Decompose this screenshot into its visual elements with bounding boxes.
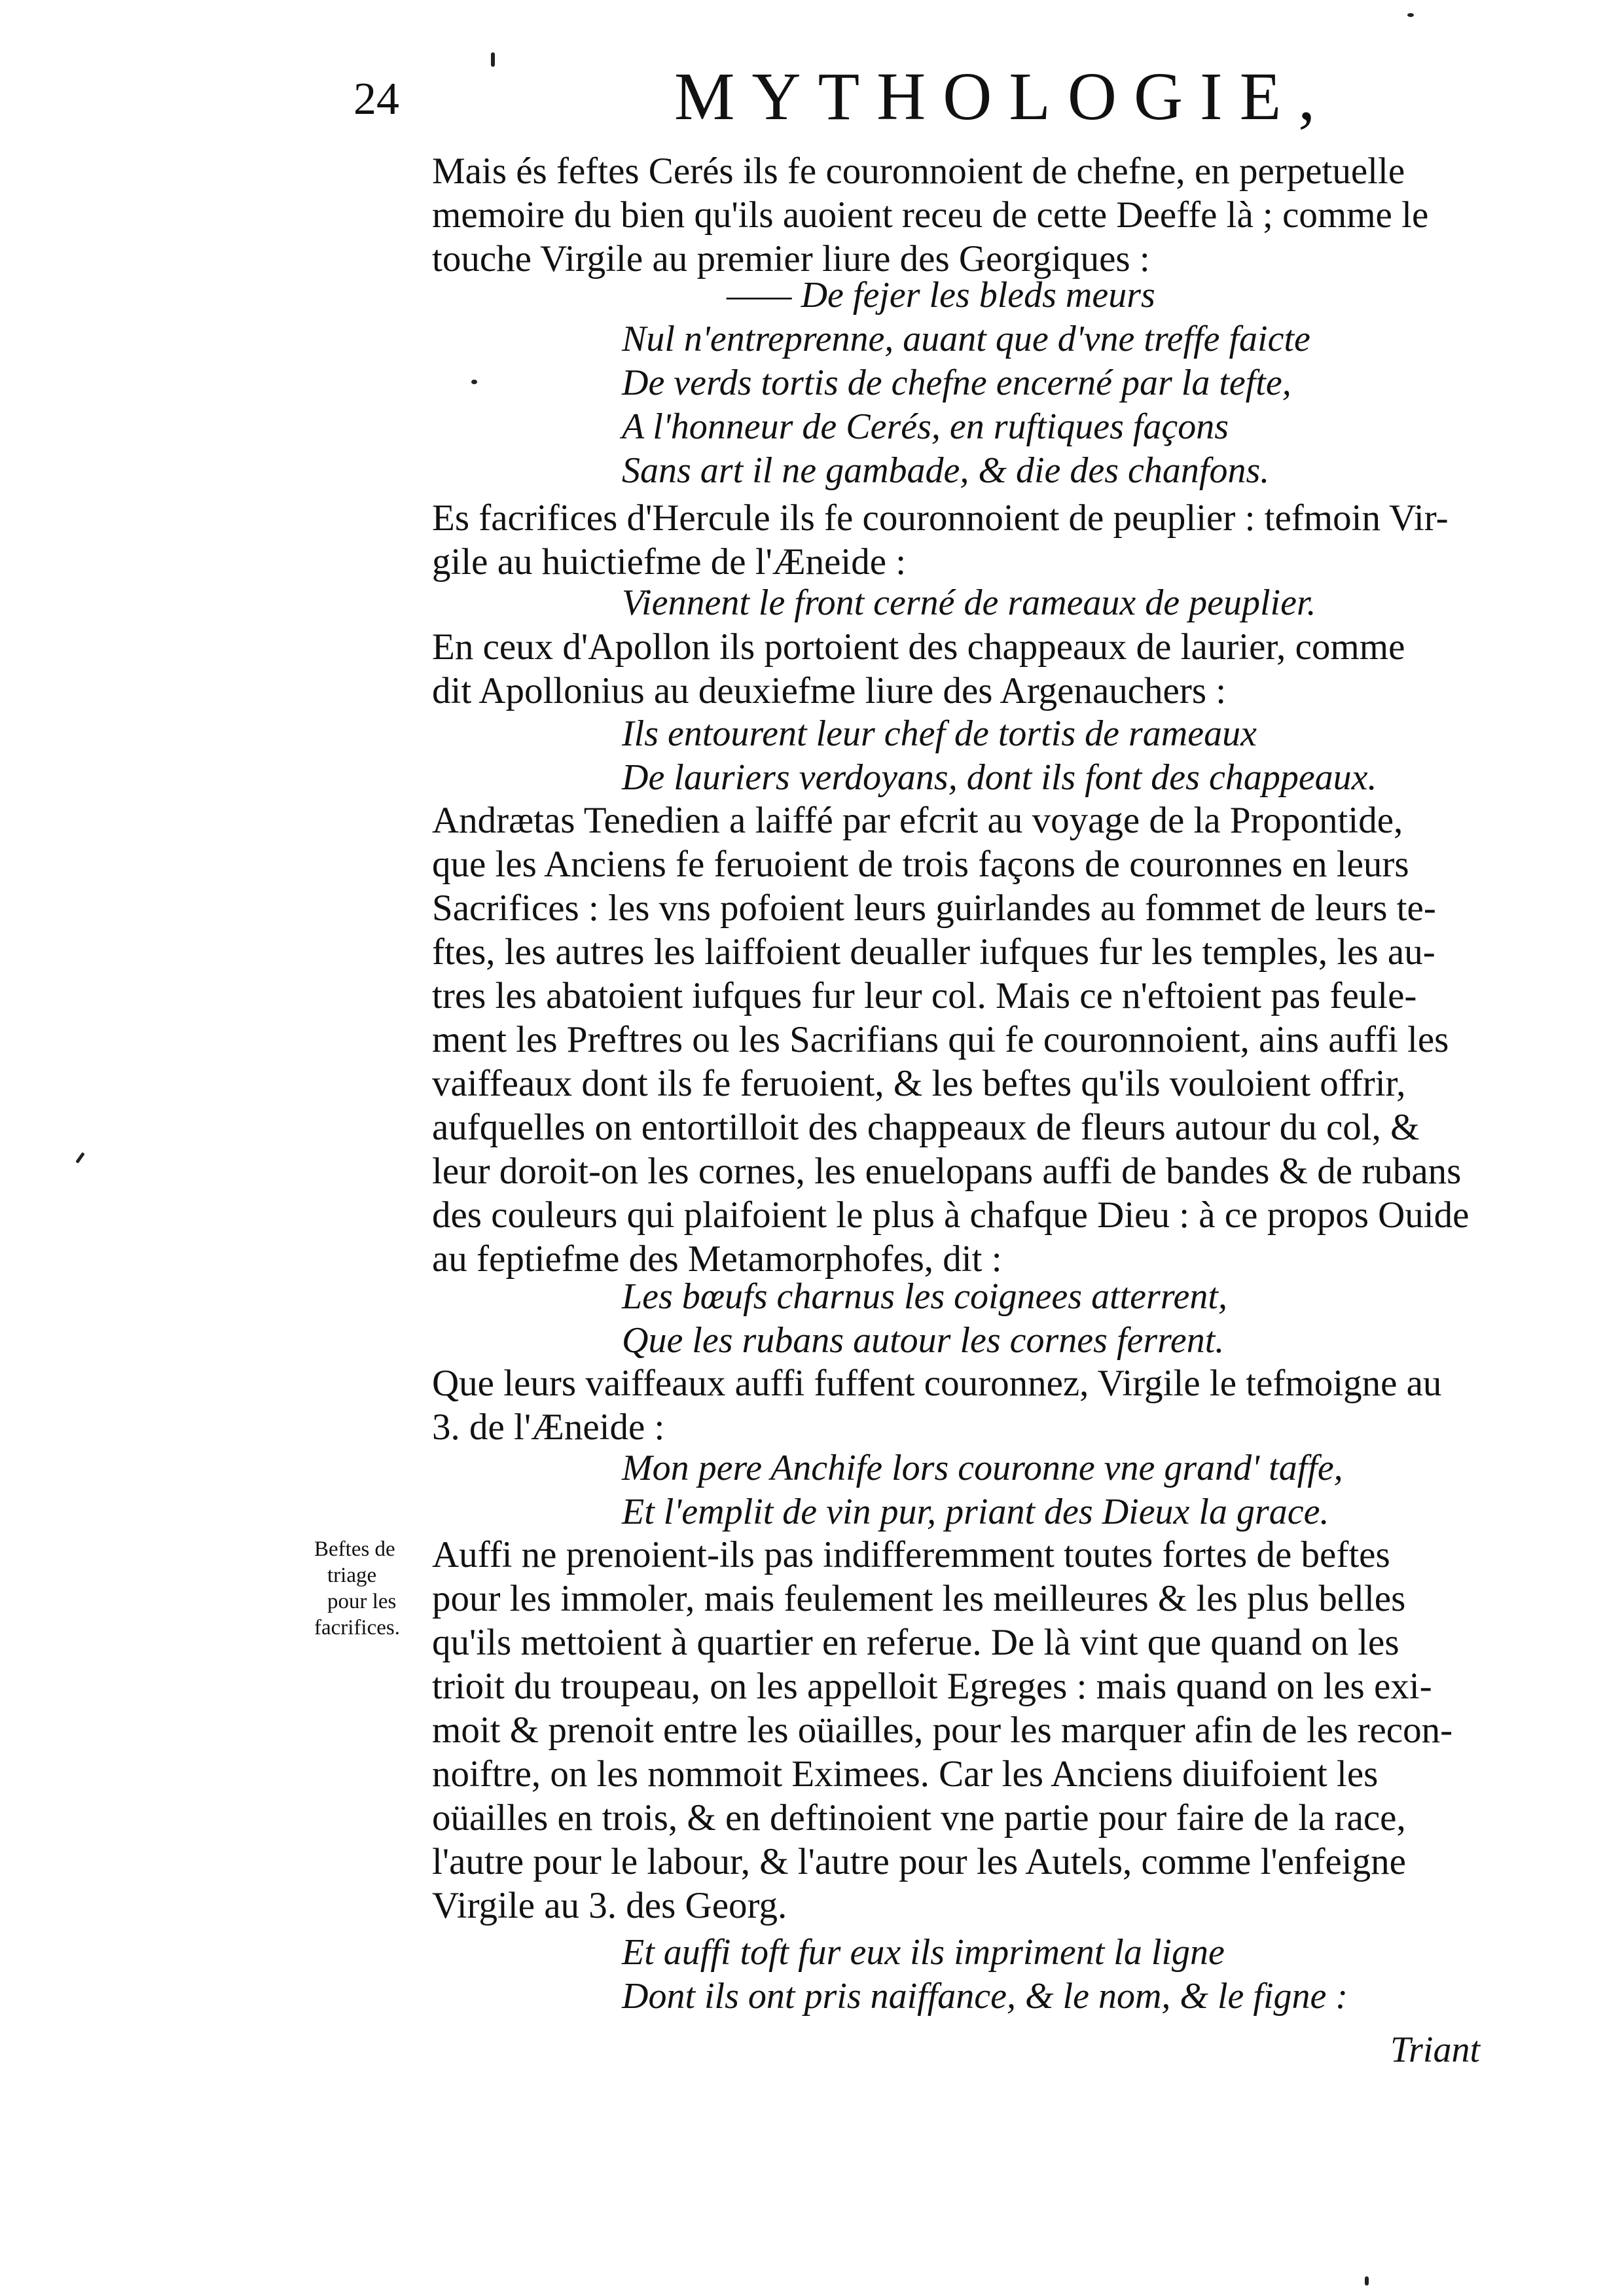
text-line: En ceux d'Apollon ils portoient des chappeaux de laurier, comme: [432, 626, 1405, 668]
text-line: leur doroit-on les cornes, les enuelopans auffi de bandes & de rubans: [432, 1151, 1462, 1192]
page-header: [327, 59, 1506, 144]
verse-apollonius: [622, 712, 1377, 800]
verse-line: Sans art il ne gambade, & die des chanfons.: [622, 450, 1270, 491]
margin-note-line: facrifices.: [314, 1616, 400, 1640]
margin-note-line: triage: [327, 1564, 377, 1587]
text-line: noiftre, on les nommoit Eximees. Car les Anciens diuifoient les: [432, 1753, 1379, 1795]
text-line: Que leurs vaiffeaux auffi fuffent couronnez, Virgile le tefmoigne au: [432, 1363, 1442, 1404]
margin-note-line: pour les: [327, 1590, 397, 1613]
text-line: Virgile au 3. des Georg.: [432, 1885, 787, 1926]
verse-line: Viennent le front cerné de rameaux de peuplier.: [622, 583, 1316, 623]
text-line: au feptiefme des Metamorphofes, dit :: [432, 1238, 1002, 1280]
ink-speck: [471, 380, 477, 384]
verse-line: Les bœufs charnus les coignees atterrent,: [622, 1276, 1227, 1317]
text-line: gile au huictiefme de l'Æneide :: [432, 541, 907, 583]
paragraph-andraetas: [432, 798, 1473, 1281]
text-line: Mais és feftes Cerés ils fe couronnoient de chefne, en perpetuelle: [432, 151, 1405, 192]
paragraph-ceres: [432, 149, 1473, 281]
verse-ovid: [622, 1275, 1227, 1363]
verse-line: De verds tortis de chefne encerné par la tefte,: [622, 363, 1291, 403]
verse-line: Mon pere Anchife lors couronne vne grand' taffe,: [622, 1448, 1343, 1488]
text-line: ment les Preftres ou les Sacrifians qui fe couronnoient, ains auffi les: [432, 1019, 1449, 1060]
verse-line: Et auffi toft fur eux ils impriment la ligne: [622, 1932, 1225, 1973]
ink-speck: [491, 52, 495, 67]
text-line: 3. de l'Æneide :: [432, 1407, 665, 1448]
text-line: trioit du troupeau, on les appelloit Egreges : mais quand on les exi-: [432, 1666, 1432, 1707]
text-line: qu'ils mettoient à quartier en referue. De là vint que quand on les: [432, 1622, 1399, 1663]
text-line: l'autre pour le labour, & l'autre pour les Autels, comme l'enfeigne: [432, 1841, 1406, 1882]
text-line: oüailles en trois, & en deftinoient vne partie pour faire de la race,: [432, 1797, 1406, 1839]
verse-line: A l'honneur de Cerés, en ruftiques façons: [622, 406, 1229, 447]
ink-speck: [75, 1152, 84, 1164]
verse-line: Et l'emplit de vin pur, priant des Dieux la grace.: [622, 1492, 1329, 1532]
verse-line: Ils entourent leur chef de tortis de rameaux: [622, 713, 1257, 754]
text-line: que les Anciens fe feruoient de trois façons de couronnes en leurs: [432, 844, 1409, 885]
margin-note-line: Beftes de: [314, 1537, 395, 1561]
ink-speck: [1365, 2276, 1369, 2286]
paragraph-hercules: [432, 496, 1473, 584]
page-number: 24: [353, 74, 399, 124]
text-line: des couleurs qui plaifoient le plus à chafque Dieu : à ce propos Ouide: [432, 1194, 1470, 1236]
catchword: Triant: [1390, 2030, 1480, 2070]
verse-aeneid-anchises: [622, 1446, 1343, 1534]
text-line: touche Virgile au premier liure des Georgiques :: [432, 238, 1150, 279]
verse-line: —— De fejer les bleds meurs: [727, 275, 1155, 315]
text-line: Auffi ne prenoient-ils pas indifferemment toutes fortes de beftes: [432, 1534, 1390, 1575]
text-line: aufquelles on entortilloit des chappeaux de fleurs autour du col, &: [432, 1107, 1420, 1148]
text-line: pour les immoler, mais feulement les meilleures & les plus belles: [432, 1578, 1406, 1619]
text-line: vaiffeaux dont ils fe feruoient, & les beftes qu'ils vouloient offrir,: [432, 1063, 1406, 1104]
verse-georgics-lineage: [622, 1931, 1348, 2018]
paragraph-vessels: [432, 1361, 1473, 1449]
verse-aeneid-peuplier: [622, 581, 1316, 625]
text-line: tres les abatoient iufques fur leur col. Mais ce n'eftoient pas feule-: [432, 975, 1417, 1016]
text-line: ftes, les autres les laiffoient deualler iufques fur les temples, les au-: [432, 931, 1435, 973]
text-line: moit & prenoit entre les oüailles, pour les marquer afin de les recon-: [432, 1710, 1453, 1751]
verse-line: Que les rubans autour les cornes ferrent.: [622, 1320, 1225, 1361]
verse-virgil-georgics: [576, 274, 1310, 493]
text-line: Andrætas Tenedien a laiffé par efcrit au voyage de la Propontide,: [432, 800, 1403, 841]
text-line: Es facrifices d'Hercule ils fe couronnoient de peuplier : tefmoin Vir-: [432, 497, 1449, 539]
paragraph-apollo: [432, 625, 1473, 713]
verse-line: De lauriers verdoyans, dont ils font des chappeaux.: [622, 757, 1377, 798]
verse-line: Dont ils ont pris naiffance, & le nom, & le figne :: [622, 1976, 1348, 2017]
margin-note: [314, 1536, 429, 1641]
text-line: dit Apollonius au deuxiefme liure des Argenauchers :: [432, 670, 1227, 711]
ink-speck: [1407, 13, 1414, 17]
paragraph-sacrificial-beasts: [432, 1533, 1473, 1928]
running-title: MYTHOLOGIE,: [674, 59, 1333, 134]
text-line: memoire du bien qu'ils auoient receu de cette Deeffe là ; comme le: [432, 194, 1429, 236]
text-line: Sacrifices : les vns pofoient leurs guirlandes au fommet de leurs te-: [432, 888, 1436, 929]
verse-line: Nul n'entreprenne, auant que d'vne treffe faicte: [622, 319, 1310, 359]
